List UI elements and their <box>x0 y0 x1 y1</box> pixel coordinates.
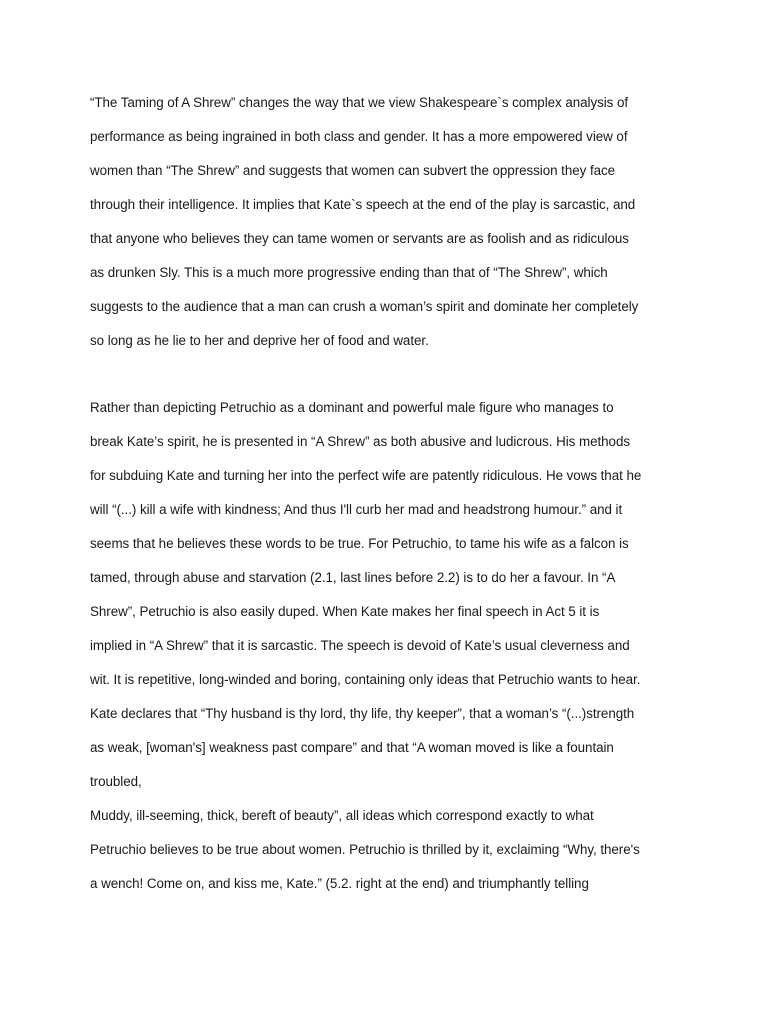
text-line: “The Taming of A Shrew” changes the way that we view Shakespeare`s complex analysis of <box>90 95 629 110</box>
text-line: break Kate’s spirit, he is presented in “A Shrew” as both abusive and ludicrous. His methods <box>90 434 630 449</box>
text-line: that anyone who believes they can tame women or servants are as foolish and as ridiculous <box>90 231 629 246</box>
text-line: Shrew”, Petruchio is also easily duped. When Kate makes her final speech in Act 5 it is <box>90 604 600 619</box>
text-line: Kate declares that “Thy husband is thy lord, thy life, thy keeper”, that a woman’s “(...)strength <box>90 706 635 721</box>
text-line: suggests to the audience that a man can crush a woman’s spirit and dominate her completely <box>90 299 639 314</box>
text-line: Petruchio believes to be true about women. Petruchio is thrilled by it, exclaiming “Why, there's <box>90 842 640 857</box>
text-line: seems that he believes these words to be true. For Petruchio, to tame his wife as a falcon is <box>90 536 629 551</box>
text-line: through their intelligence. It implies that Kate`s speech at the end of the play is sarcastic, and <box>90 197 636 212</box>
text-line: performance as being ingrained in both class and gender. It has a more empowered view of <box>90 129 628 144</box>
text-line: as drunken Sly. This is a much more progressive ending than that of “The Shrew”, which <box>90 265 608 280</box>
text-line: for subduing Kate and turning her into the perfect wife are patently ridiculous. He vows that he <box>90 468 642 483</box>
text-line: Rather than depicting Petruchio as a dominant and powerful male figure who manages to <box>90 400 614 415</box>
text-line: will “(...) kill a wife with kindness; And thus I'll curb her mad and headstrong humour.” and it <box>90 502 623 517</box>
text-line: as weak, [woman's] weakness past compare” and that “A woman moved is like a fountain <box>90 740 614 755</box>
text-line: Muddy, ill-seeming, thick, bereft of beauty”, all ideas which correspond exactly to what <box>90 808 594 823</box>
text-line: so long as he lie to her and deprive her of food and water. <box>90 333 429 348</box>
text-line: tamed, through abuse and starvation (2.1, last lines before 2.2) is to do her a favour. In “A <box>90 570 616 585</box>
paragraph <box>90 391 690 901</box>
text-line: troubled, <box>90 774 142 789</box>
text-line: implied in “A Shrew” that it is sarcastic. The speech is devoid of Kate’s usual cleverness and <box>90 638 630 653</box>
paragraph <box>90 86 690 358</box>
text-line: women than “The Shrew” and suggests that women can subvert the oppression they face <box>90 163 616 178</box>
text-line: wit. It is repetitive, long-winded and boring, containing only ideas that Petruchio wants to hear. <box>90 672 641 687</box>
text-line: a wench! Come on, and kiss me, Kate.” (5.2. right at the end) and triumphantly telling <box>90 876 589 891</box>
